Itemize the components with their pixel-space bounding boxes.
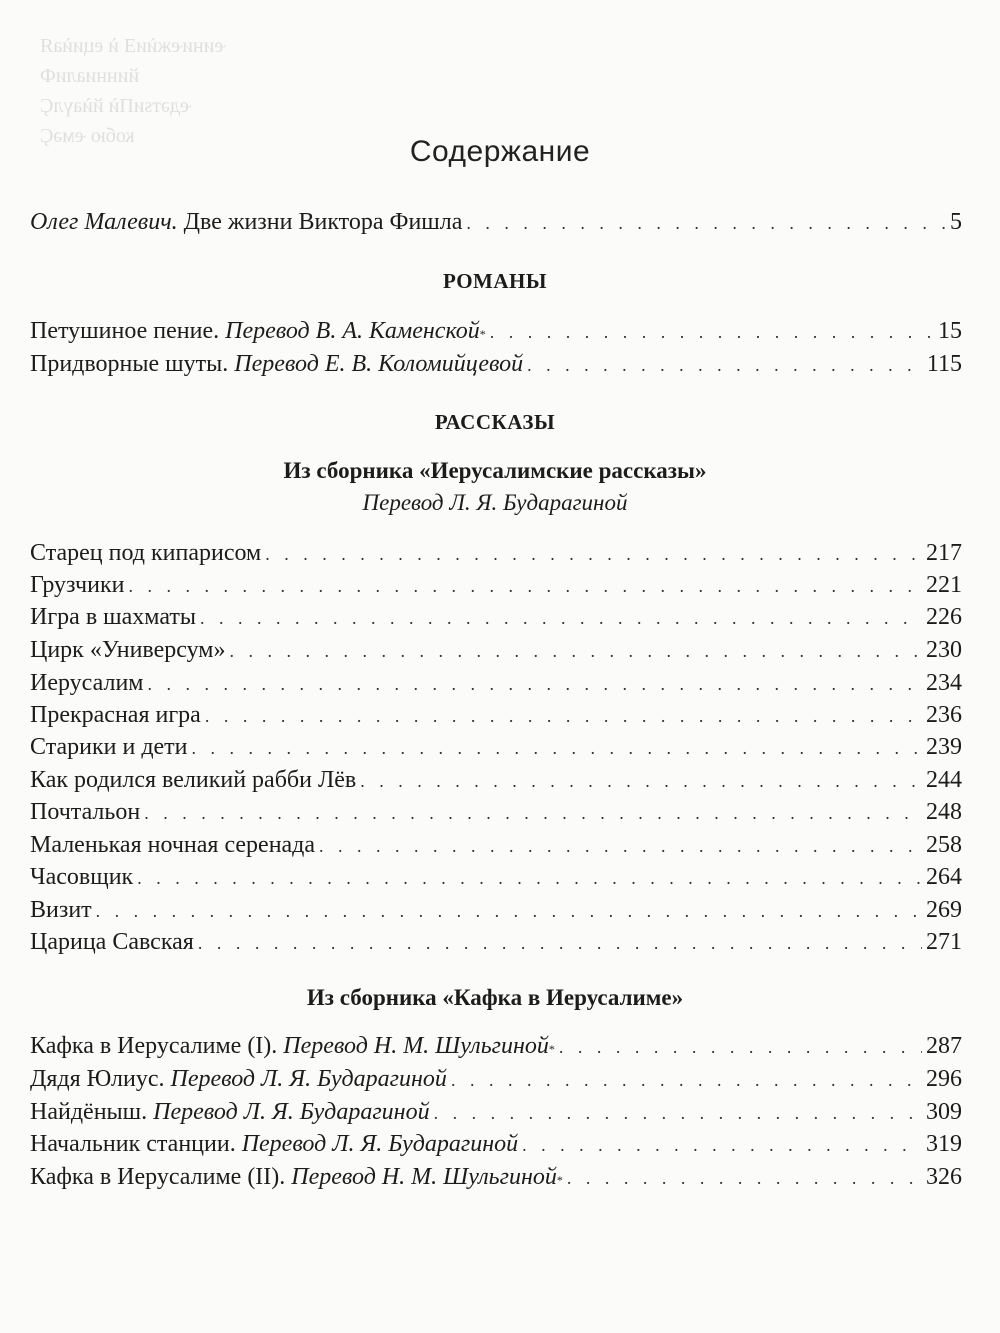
leader-dots [128,570,922,602]
page-number: 226 [926,604,962,630]
toc-entry [30,731,962,763]
page-number: 258 [926,832,962,858]
section-heading-stories: РАССКАЗЫ [434,410,556,434]
entry-translator: Перевод Н. М. Шульгиной [291,1164,557,1190]
bleed-through-text: кобю ҽмәҪ [40,125,135,147]
entry-title: Грузчики [30,572,125,598]
leader-dots [144,797,922,829]
entry-title: Маленькая ночная серенада [30,832,316,858]
collection-heading: Из сборника «Иерусалимские рассказы» [283,458,707,483]
leader-dots [490,316,934,348]
entry-title: Как родился великий рабби Лёв [30,767,357,793]
page-number: 234 [926,670,962,696]
entry-translator: Перевод Н. М. Шульгиной [283,1033,549,1059]
entry-title: Кафка в Иерусалиме (II). [30,1164,286,1190]
page-number: 326 [926,1164,962,1190]
entry-translator: Перевод Л. Я. Бударагиной [153,1099,430,1125]
leader-dots [137,862,922,894]
toc-entry [30,796,962,828]
toc-entry [30,537,962,569]
entry-title: Прекрасная игра [30,702,201,728]
bleed-through-text: ҽдәтѕиПѝ йѝаүлҪ [40,95,191,117]
page-number: 115 [926,351,962,377]
toc-entry [30,1096,962,1128]
leader-dots [319,830,922,862]
entry-translator: Перевод Л. Я. Бударагиной [170,1066,447,1092]
toc-entry [30,1128,962,1160]
entry-title: Старики и дети [30,734,188,760]
page-number: 309 [926,1099,962,1125]
footnote-mark: * [548,1042,555,1056]
leader-dots [192,732,922,764]
page-number: 287 [926,1033,962,1059]
page-number: 248 [926,799,962,825]
toc-entry [30,926,962,958]
leader-dots [229,635,922,667]
toc-entry [30,601,962,633]
entry-title: Цирк «Универсум» [30,637,226,663]
toc-entry [30,699,962,731]
page-number: 296 [926,1066,962,1092]
entry-translator: Перевод Л. Я. Бударагиной [241,1131,519,1157]
bleed-through-text: йинниалиФ [40,65,140,87]
entry-title: Найдёныш. [30,1099,148,1125]
toc-entry-intro [30,206,962,238]
entry-translator: Перевод В. А. Каменской [225,318,480,344]
toc-entry [30,315,962,347]
toc-entry [30,1030,962,1062]
footnote-mark: * [479,327,486,341]
leader-dots [360,765,922,797]
entry-title: Игра в шахматы [30,604,196,630]
leader-dots [527,349,923,381]
leader-dots [205,700,922,732]
page-number: 5 [950,209,962,235]
entry-title: Начальник станции. [30,1131,236,1157]
leader-dots [265,538,922,570]
entry-title: Часовщик [30,864,134,890]
toc-entry [30,829,962,861]
page-number: 236 [926,702,962,728]
entry-title: Царица Савская [30,929,194,955]
toc-entry [30,667,962,699]
entry-translator: Перевод Е. В. Коломийцевой [234,351,524,377]
entry-title: Дядя Юлиус. [30,1066,165,1092]
leader-dots [567,1162,922,1194]
leader-dots [96,895,922,927]
page-number: 239 [926,734,962,760]
page-number: 264 [926,864,962,890]
section-heading-novels: РОМАНЫ [443,269,547,293]
toc-entry [30,1063,962,1095]
entry-title: Визит [30,897,92,923]
toc-entry [30,634,962,666]
toc-entry [30,569,962,601]
entry-title: Иерусалим [30,670,144,696]
entry-title: Почтальон [30,799,141,825]
entry-title: Придворные шуты. [30,351,229,377]
toc-entry [30,1161,962,1193]
leader-dots [559,1031,922,1063]
page-number: 230 [926,637,962,663]
collection-heading: Из сборника «Кафка в Иерусалиме» [306,985,684,1010]
intro-author: Олег Малевич. [30,209,178,235]
toc-entry [30,861,962,893]
leader-dots [466,207,946,239]
leader-dots [522,1129,922,1161]
page-number: 244 [926,767,962,793]
page-number: 319 [926,1131,962,1157]
page-number: 217 [926,540,962,566]
entry-title: Кафка в Иерусалиме (I). [30,1033,278,1059]
page-number: 221 [926,572,962,598]
bleed-through-text: ҽиниҽжѝиƎ ѝ ециѝаЯ [40,35,226,57]
page-number: 269 [926,897,962,923]
page-number: 15 [938,318,962,344]
entry-title: Старец под кипарисом [30,540,262,566]
leader-dots [200,602,922,634]
page-number: 271 [926,929,962,955]
leader-dots [451,1064,922,1096]
toc-entry [30,764,962,796]
page-title: Содержание [409,135,591,168]
toc-entry [30,348,962,380]
leader-dots [434,1097,922,1129]
toc-entry [30,894,962,926]
entry-title: Петушиное пение. [30,318,220,344]
leader-dots [147,668,922,700]
leader-dots [198,927,922,959]
intro-title: Две жизни Виктора Фишла [183,209,463,235]
collection-translator: Перевод Л. Я. Бударагиной [362,490,628,515]
footnote-mark: * [556,1173,563,1187]
